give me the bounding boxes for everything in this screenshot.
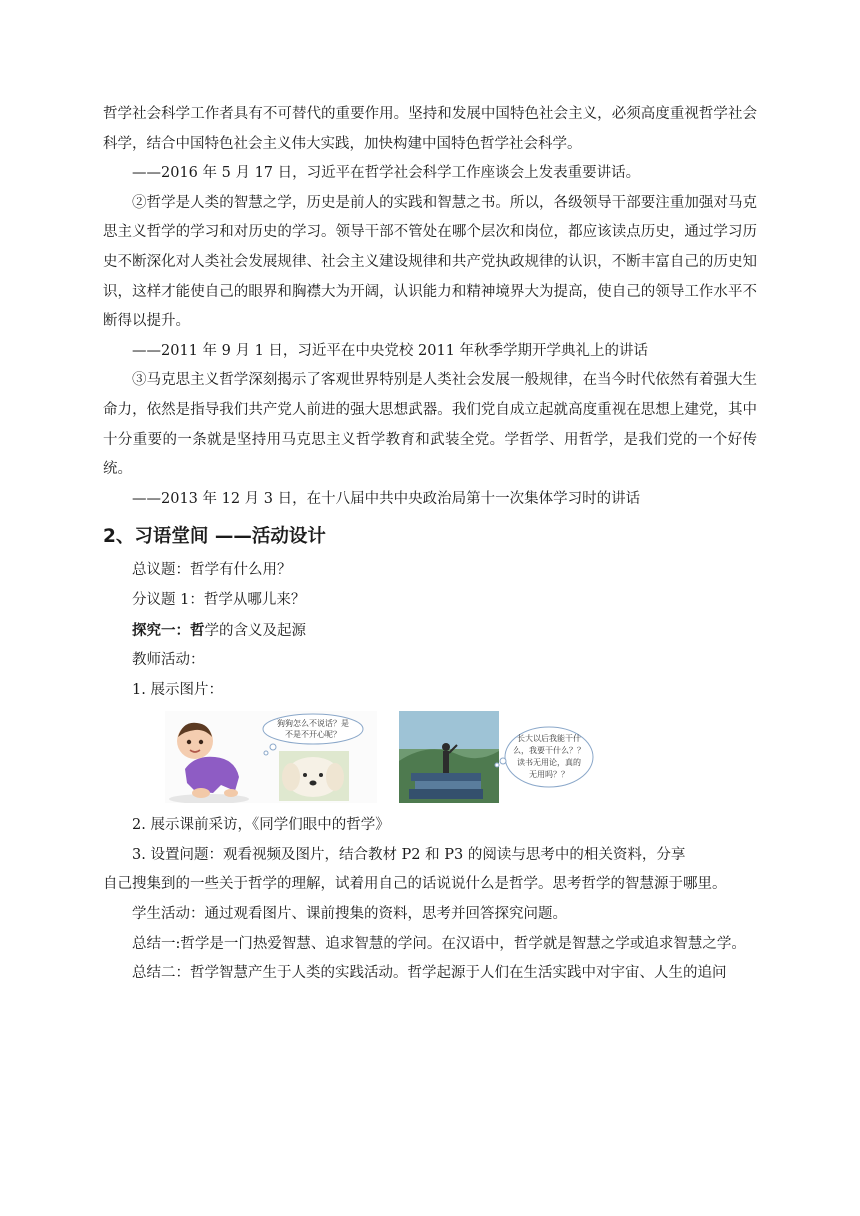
explore-one-title: 学的含义及起源 — [204, 622, 306, 639]
right-bubble-line-3: 读书无用论，真的 — [517, 758, 581, 768]
list-item-2: 2. 展示课前采访，《同学们眼中的哲学》 — [132, 817, 390, 834]
explore-one-label: 探究一：哲 — [132, 621, 205, 639]
summary-two: 总结二：哲学智慧产生于人类的实践活动。哲学起源于人们在生活实践中对宇宙、人生的追问 — [132, 965, 727, 982]
list-item-1: 1. 展示图片： — [132, 681, 223, 698]
explore-one — [103, 616, 757, 647]
list-item-3-continued: 自己搜集到的一些关于哲学的理解，试着用自己的话说说什么是哲学。思考哲学的智慧源于哪里。 — [103, 876, 727, 893]
left-bubble-line-1: 狗狗怎么不说话？是 — [277, 719, 349, 729]
baby-and-puppy-image — [165, 711, 377, 803]
baby-and-puppy-illustration — [165, 711, 377, 803]
right-bubble-line-2: 么，我要干什么？？ — [513, 746, 585, 756]
general-topic: 总议题：哲学有什么用？ — [132, 562, 292, 579]
paragraph-continuation: 哲学社会科学工作者具有不可替代的重要作用。坚持和发展中国特色社会主义，必须高度重视哲学社会科学，结合中国特色社会主义伟大实践，加快构建中国特色哲学社会科学。 — [103, 106, 757, 152]
student-activity: 学生活动：通过观看图片、课前搜集的资料，思考并回答探究问题。 — [132, 906, 567, 923]
quote-source-2011: ——2011 年 9 月 1 日，习近平在中央党校 2011 年秋季学期开学典礼上的讲话 — [132, 342, 649, 359]
sub-topic-1: 分议题 1：哲学从哪儿来？ — [132, 591, 306, 608]
teacher-activity-label: 教师活动： — [132, 652, 205, 669]
dreaming-on-books-illustration — [399, 711, 595, 803]
section-heading: 2、习语堂间 ——活动设计 — [103, 526, 326, 548]
illustrations — [103, 711, 757, 803]
right-bubble-line-1: 长大以后我能干什 — [517, 734, 581, 744]
list-item-3: 3. 设置问题：观看视频及图片，结合教材 P2 和 P3 的阅读与思考中的相关资料，分享 — [132, 846, 686, 863]
right-bubble-line-4: 无用吗？？ — [529, 770, 569, 780]
document-body — [103, 100, 757, 989]
quote-paragraph-3: ③马克思主义哲学深刻揭示了客观世界特别是人类社会发展一般规律，在当今时代依然有着强大生命力，依然是指导我们共产党人前进的强大思想武器。我们党自成立起就高度重视在思想上建党，其中十分重要的一条就是坚持用马克思主义哲学教育和武装全党。学哲学、用哲学，是我们党的一个好传统。 — [103, 372, 757, 478]
dreaming-on-books-image — [399, 711, 595, 803]
quote-source-2016: ——2016 年 5 月 17 日，习近平在哲学社会科学工作座谈会上发表重要讲话。 — [132, 165, 641, 182]
quote-source-2013: ——2013 年 12 月 3 日，在十八届中共中央政治局第十一次集体学习时的讲话 — [132, 490, 641, 507]
left-bubble-line-2: 不是不开心呢？ — [285, 730, 341, 740]
quote-paragraph-2: ②哲学是人类的智慧之学，历史是前人的实践和智慧之书。所以，各级领导干部要注重加强对马克思主义哲学的学习和对历史的学习。领导干部不管处在哪个层次和岗位，都应该读点历史，通过学习历史不断深化对人类社会发展规律、社会主义建设规律和共产党执政规律的认识，不断丰富自己的历史知识，这样才能使自己的眼界和胸襟大为开阔，认识能力和精神境界大为提高，使自己的领导工作水平不断得以提升。 — [103, 194, 757, 330]
summary-one: 总结一:哲学是一门热爱智慧、追求智慧的学问。在汉语中，哲学就是智慧之学或追求智慧之学。 — [132, 935, 746, 952]
